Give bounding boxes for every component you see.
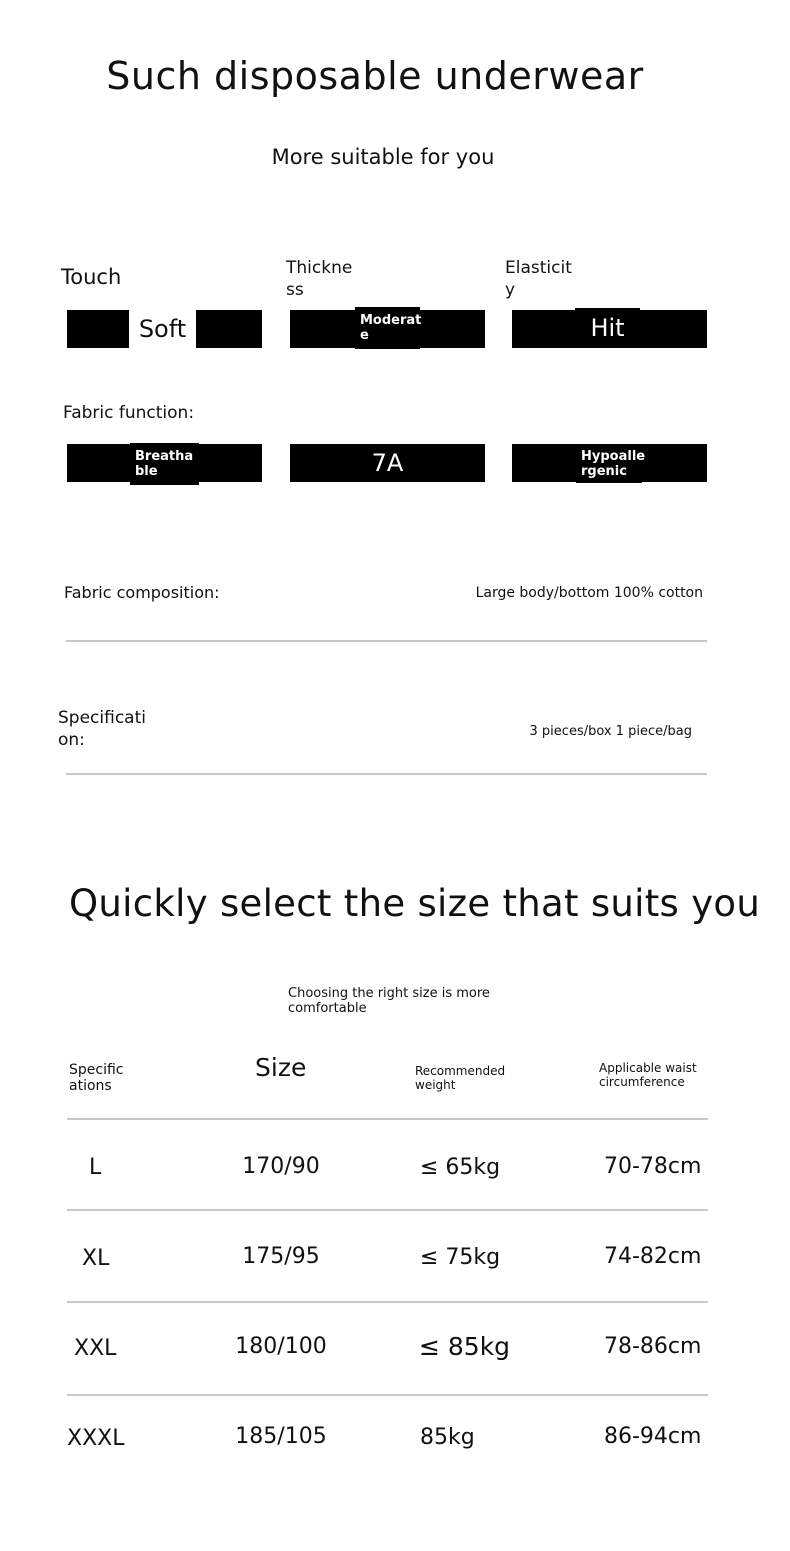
row-xl-spec: XL — [82, 1246, 110, 1271]
table-divider — [67, 1118, 708, 1120]
touch-label: Touch — [61, 265, 122, 289]
elasticity-label: Elasticit y — [505, 258, 572, 300]
page-subtitle: More suitable for you — [271, 145, 495, 169]
divider — [66, 640, 707, 642]
specification-value: 3 pieces/box 1 piece/bag — [529, 724, 692, 739]
elasticity-value: Hit — [575, 308, 640, 348]
row-l-spec: L — [89, 1155, 102, 1180]
size-section-note: Choosing the right size is more comfortable — [288, 986, 490, 1016]
row-xxxl-weight: 85kg — [420, 1425, 475, 1450]
breathable-chip: Breatha ble — [130, 443, 199, 485]
row-xxxl-spec: XXXL — [67, 1426, 125, 1451]
header-waist: Applicable waist circumference — [599, 1061, 697, 1089]
thickness-label: Thickne ss — [286, 258, 353, 300]
header-size: Size — [255, 1053, 307, 1082]
row-xxl-size: 180/100 — [235, 1334, 327, 1359]
divider — [66, 773, 707, 775]
7a-chip: 7A — [290, 444, 485, 482]
table-divider — [67, 1301, 708, 1303]
row-xxl-weight: ≤ 85kg — [419, 1332, 511, 1361]
fabric-function-label: Fabric function: — [63, 403, 195, 423]
header-specifications: Specific ations — [69, 1062, 124, 1094]
fabric-composition-value: Large body/bottom 100% cotton — [475, 585, 703, 601]
row-l-weight: ≤ 65kg — [420, 1155, 501, 1180]
fabric-composition-label: Fabric composition: — [64, 583, 220, 602]
row-xxl-waist: 78-86cm — [604, 1334, 702, 1359]
table-divider — [67, 1394, 708, 1396]
row-xxxl-waist: 86-94cm — [604, 1424, 702, 1449]
specification-label: Specificati on: — [58, 708, 146, 750]
table-divider — [67, 1209, 708, 1211]
row-xl-waist: 74-82cm — [604, 1244, 702, 1269]
thickness-value: Moderat e — [355, 307, 420, 349]
hypoallergenic-chip: Hypoalle rgenic — [576, 444, 642, 483]
row-xl-size: 175/95 — [242, 1244, 320, 1269]
size-section-title: Quickly select the size that suits you — [69, 882, 761, 925]
header-weight: Recommended weight — [415, 1064, 506, 1092]
row-xxxl-size: 185/105 — [235, 1424, 327, 1449]
page-title: Such disposable underwear — [106, 54, 644, 98]
row-l-waist: 70-78cm — [604, 1154, 702, 1179]
row-l-size: 170/90 — [242, 1154, 320, 1179]
row-xl-weight: ≤ 75kg — [420, 1245, 501, 1270]
row-xxl-spec: XXL — [74, 1336, 117, 1361]
touch-value: Soft — [129, 310, 196, 348]
